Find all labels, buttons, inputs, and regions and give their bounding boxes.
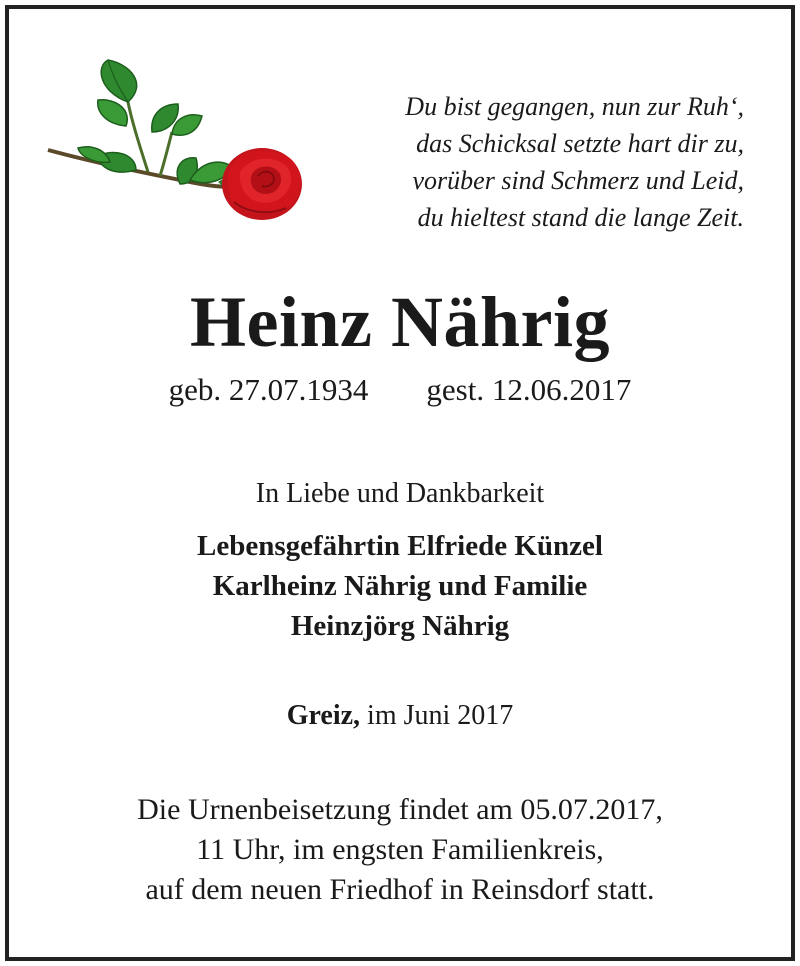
place-city: Greiz, [286,700,361,731]
mourner-name: Heinzjörg Nährig [290,610,510,642]
burial-line: auf dem neuen Friedhof in Reinsdorf statt. [145,873,655,906]
place-date: im Juni 2017 [360,700,514,731]
burial-line: 11 Uhr, im engsten Familienkreis, [196,833,604,866]
poem-line: Du bist gegangen, nun zur Ruh‘, [405,92,744,121]
poem-line: du hieltest stand die lange Zeit. [417,203,744,232]
poem [320,88,744,236]
dedication-line: In Liebe und Dankbarkeit [255,478,545,509]
mourner-name: Lebensgefährtin Elfriede Künzel [197,530,603,562]
place-and-date [0,698,800,734]
poem-line: vorüber sind Schmerz und Leid, [412,166,744,195]
mourners-list [0,526,800,646]
burial-line: Die Urnenbeisetzung findet am 05.07.2017, [137,793,663,826]
deceased-name: Heinz Nährig [190,282,610,362]
birth-date: geb. 27.07.1934 [168,372,369,407]
burial-info [0,790,800,910]
red-rose-icon [40,52,310,227]
death-date: gest. 12.06.2017 [426,372,632,407]
poem-line: das Schicksal setzte hart dir zu, [416,129,744,158]
life-dates [0,370,800,410]
mourner-name: Karlheinz Nährig und Familie [212,570,588,602]
